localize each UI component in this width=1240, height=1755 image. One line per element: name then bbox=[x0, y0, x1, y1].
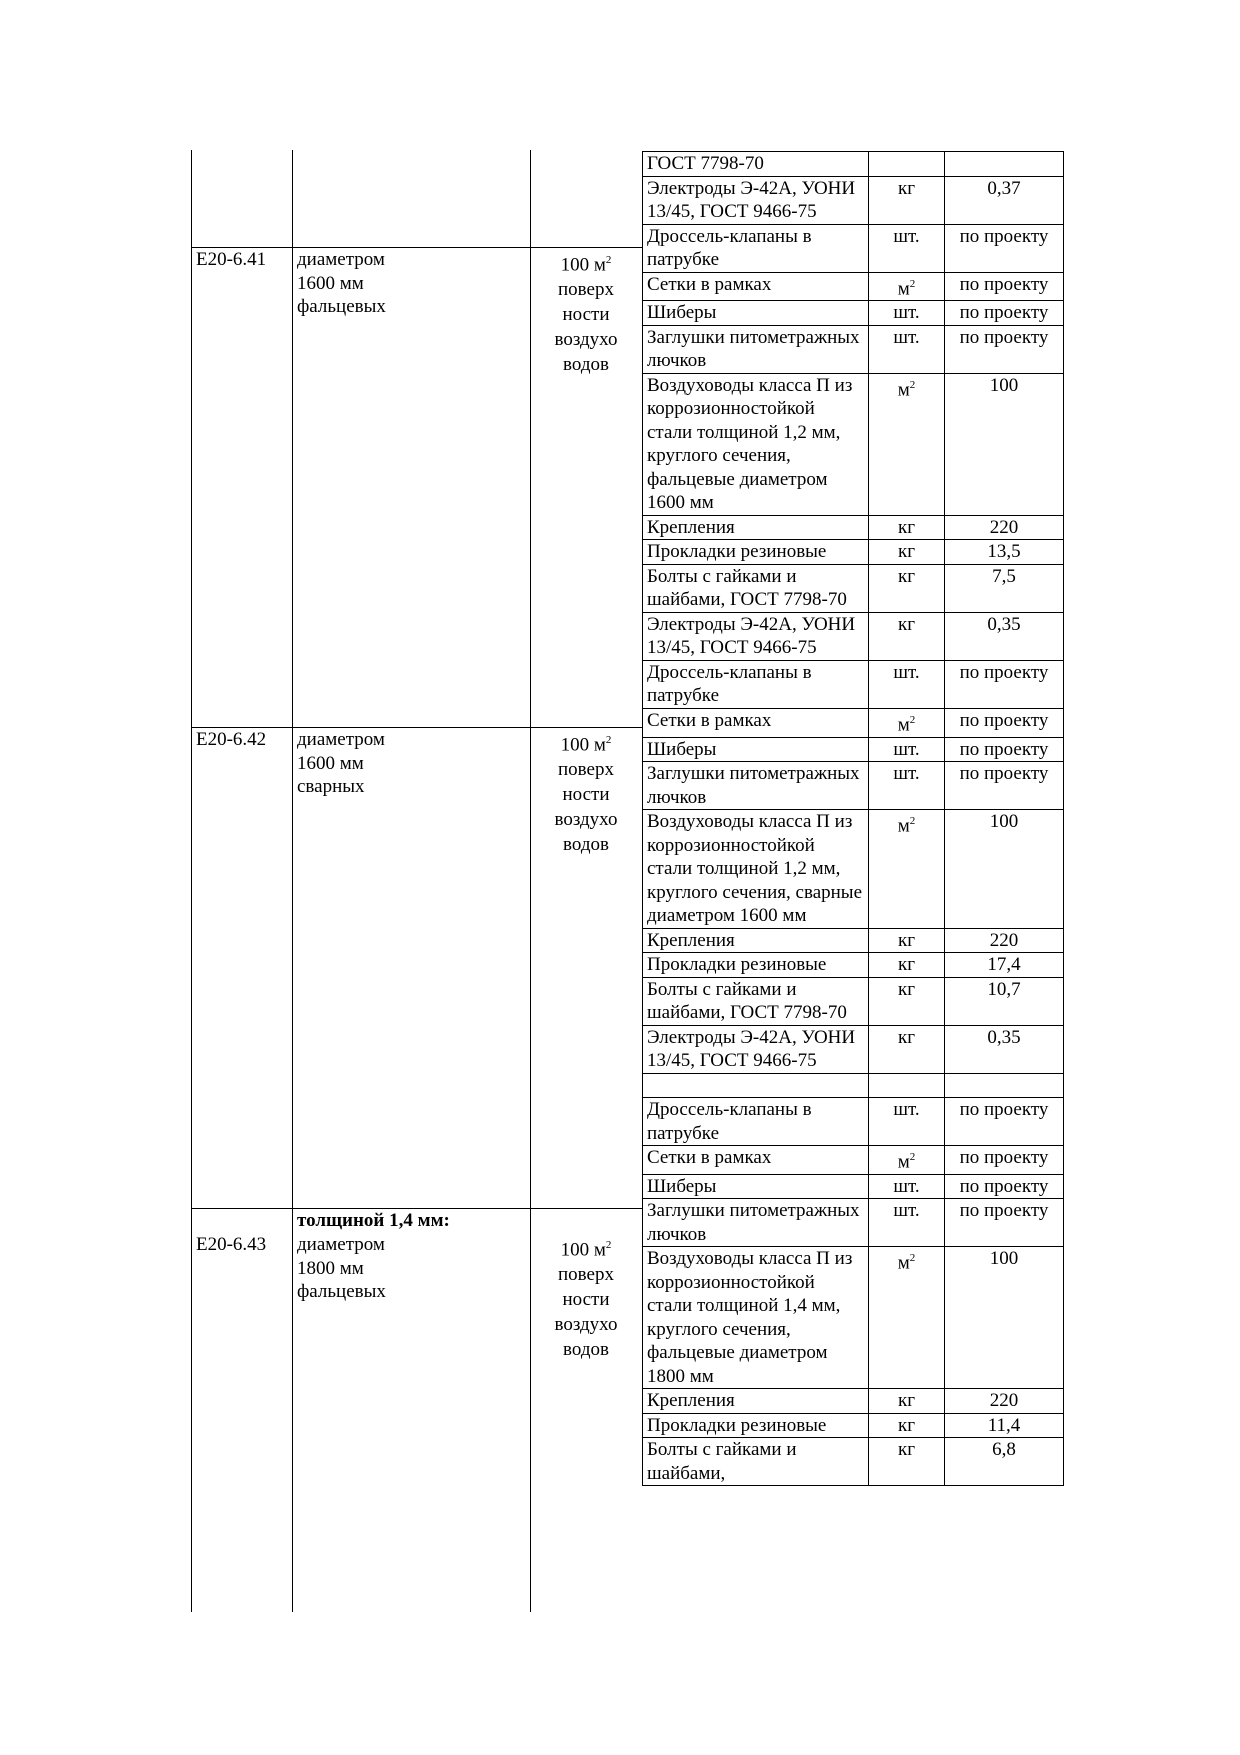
resource-unit: кг bbox=[869, 1413, 945, 1438]
resource-quantity: 220 bbox=[945, 515, 1064, 540]
norm-description bbox=[297, 248, 386, 319]
resource-unit: $м^2$ bbox=[869, 1247, 945, 1389]
resource-quantity: 10,7 bbox=[945, 977, 1064, 1025]
resource-unit: кг bbox=[869, 612, 945, 660]
resource-row bbox=[643, 564, 1064, 612]
resource-unit: шт. bbox=[869, 224, 945, 272]
resource-unit: $м^2$ bbox=[869, 373, 945, 515]
resource-name: Воздуховоды класса П из коррозионностойкой стали толщиной 1,2 мм, круглого сечения, фальцевые диаметром 1600 мм bbox=[643, 373, 869, 515]
resources-table bbox=[642, 151, 1064, 1486]
resource-name bbox=[643, 1073, 869, 1098]
resource-unit: кг bbox=[869, 977, 945, 1025]
resource-quantity: 13,5 bbox=[945, 540, 1064, 565]
norm-code: Е20-6.42 bbox=[196, 729, 267, 750]
resource-quantity: по проекту bbox=[945, 1146, 1064, 1175]
resource-name: Прокладки резиновые bbox=[643, 1413, 869, 1438]
resource-name: Дроссель-клапаны в патрубке bbox=[643, 660, 869, 708]
measure-line: водов bbox=[563, 354, 609, 376]
resource-quantity bbox=[945, 152, 1064, 177]
resource-row bbox=[643, 1389, 1064, 1414]
resource-name: Прокладки резиновые bbox=[643, 540, 869, 565]
resource-name: Дроссель-клапаны в патрубке bbox=[643, 224, 869, 272]
resource-row bbox=[643, 708, 1064, 737]
description-line: диаметром bbox=[297, 729, 385, 750]
description-line: 1600 мм bbox=[297, 272, 364, 294]
resource-quantity: по проекту bbox=[945, 325, 1064, 373]
description-line: сварных bbox=[297, 776, 365, 797]
resource-unit: $м^2$ bbox=[869, 1146, 945, 1175]
resource-name: Крепления bbox=[643, 515, 869, 540]
description-line: 1600 мм bbox=[297, 752, 364, 774]
resource-row bbox=[643, 515, 1064, 540]
resource-quantity: 100 bbox=[945, 373, 1064, 515]
column-rule-measure bbox=[530, 150, 531, 1612]
resource-unit: кг bbox=[869, 1438, 945, 1486]
resource-row bbox=[643, 737, 1064, 762]
description-line: диаметром bbox=[297, 1234, 385, 1255]
resource-quantity: по проекту bbox=[945, 660, 1064, 708]
resource-row bbox=[643, 325, 1064, 373]
resource-row bbox=[643, 224, 1064, 272]
norm-description bbox=[297, 1233, 386, 1304]
resource-name: ГОСТ 7798-70 bbox=[643, 152, 869, 177]
column-rule-code bbox=[191, 150, 192, 1612]
resource-quantity: 7,5 bbox=[945, 564, 1064, 612]
measure-unit: 100 $м^2$ поверх ности воздухо водов bbox=[532, 728, 640, 857]
measure-line: водов bbox=[563, 1339, 609, 1361]
resource-quantity: по проекту bbox=[945, 301, 1064, 326]
description-line: диаметром bbox=[297, 249, 385, 270]
norm-description bbox=[297, 728, 385, 799]
resource-unit: шт. bbox=[869, 660, 945, 708]
resource-unit: шт. bbox=[869, 1098, 945, 1146]
resource-row bbox=[643, 1146, 1064, 1175]
resource-unit: кг bbox=[869, 1025, 945, 1073]
resource-row bbox=[643, 977, 1064, 1025]
measure-line: 100 м bbox=[560, 734, 606, 756]
resource-quantity: 11,4 bbox=[945, 1413, 1064, 1438]
resource-unit: $м^2$ bbox=[869, 708, 945, 737]
resource-name: Воздуховоды класса П из коррозионностойкой стали толщиной 1,4 мм, круглого сечения, фальцевые диаметром 1800 мм bbox=[643, 1247, 869, 1389]
resource-unit: кг bbox=[869, 1389, 945, 1414]
norm-section-title bbox=[297, 1209, 450, 1233]
resource-unit: шт. bbox=[869, 1199, 945, 1247]
measure-line: 100 м bbox=[560, 1239, 606, 1261]
measure-line: ности bbox=[562, 1289, 610, 1311]
resource-row bbox=[643, 928, 1064, 953]
resource-name: Заглушки питометражных лючков bbox=[643, 1199, 869, 1247]
measure-line: воздухо bbox=[554, 1314, 618, 1336]
resource-unit: кг bbox=[869, 176, 945, 224]
resource-unit: кг bbox=[869, 540, 945, 565]
resource-quantity: по проекту bbox=[945, 272, 1064, 301]
resource-name: Электроды Э-42А, УОНИ 13/45, ГОСТ 9466-75 bbox=[643, 1025, 869, 1073]
resource-name: Прокладки резиновые bbox=[643, 953, 869, 978]
measure-line: поверх bbox=[558, 759, 614, 781]
resource-name: Сетки в рамках bbox=[643, 1146, 869, 1175]
resource-row bbox=[643, 953, 1064, 978]
resource-row bbox=[643, 1025, 1064, 1073]
resource-quantity: 6,8 bbox=[945, 1438, 1064, 1486]
resource-name: Заглушки питометражных лючков bbox=[643, 762, 869, 810]
measure-line: ности bbox=[562, 304, 610, 326]
resource-row bbox=[643, 1413, 1064, 1438]
resource-name: Шиберы bbox=[643, 737, 869, 762]
resource-quantity: по проекту bbox=[945, 224, 1064, 272]
measure-line: ности bbox=[562, 784, 610, 806]
resource-quantity: по проекту bbox=[945, 1174, 1064, 1199]
resource-name: Крепления bbox=[643, 928, 869, 953]
resource-unit: кг bbox=[869, 515, 945, 540]
measure-unit: 100 $м^2$ поверх ности воздухо водов bbox=[532, 1233, 640, 1362]
resource-name: Крепления bbox=[643, 1389, 869, 1414]
measure-line: воздухо bbox=[554, 329, 618, 351]
resource-row bbox=[643, 612, 1064, 660]
resource-unit: кг bbox=[869, 564, 945, 612]
resource-name: Шиберы bbox=[643, 301, 869, 326]
resource-name: Электроды Э-42А, УОНИ 13/45, ГОСТ 9466-75 bbox=[643, 612, 869, 660]
resource-name: Болты с гайками и шайбами, bbox=[643, 1438, 869, 1486]
resource-row bbox=[643, 762, 1064, 810]
description-line: фальцевых bbox=[297, 296, 386, 317]
resource-name: Заглушки питометражных лючков bbox=[643, 325, 869, 373]
resource-unit bbox=[869, 1073, 945, 1098]
resource-unit bbox=[869, 152, 945, 177]
resource-name: Сетки в рамках bbox=[643, 272, 869, 301]
resource-row bbox=[643, 1199, 1064, 1247]
resource-quantity: 0,35 bbox=[945, 612, 1064, 660]
resource-row bbox=[643, 373, 1064, 515]
resource-quantity: 17,4 bbox=[945, 953, 1064, 978]
measure-line: 100 м bbox=[560, 254, 606, 276]
resource-name: Сетки в рамках bbox=[643, 708, 869, 737]
resource-row bbox=[643, 1174, 1064, 1199]
resource-unit: шт. bbox=[869, 762, 945, 810]
resource-unit: шт. bbox=[869, 1174, 945, 1199]
resource-quantity: по проекту bbox=[945, 708, 1064, 737]
measure-line: поверх bbox=[558, 279, 614, 301]
resource-quantity: по проекту bbox=[945, 737, 1064, 762]
resource-unit: $м^2$ bbox=[869, 272, 945, 301]
resource-row bbox=[643, 1098, 1064, 1146]
resource-name: Воздуховоды класса П из коррозионностойкой стали толщиной 1,2 мм, круглого сечения, сварные диаметром 1600 мм bbox=[643, 810, 869, 929]
resource-row bbox=[643, 660, 1064, 708]
resource-row bbox=[643, 1247, 1064, 1389]
resource-name: Электроды Э-42А, УОНИ 13/45, ГОСТ 9466-75 bbox=[643, 176, 869, 224]
resource-quantity: по проекту bbox=[945, 1199, 1064, 1247]
norm-code: Е20-6.41 bbox=[196, 249, 267, 270]
resource-quantity: 100 bbox=[945, 810, 1064, 929]
resource-name: Шиберы bbox=[643, 1174, 869, 1199]
measure-unit: 100 $м^2$ поверх ности воздухо водов bbox=[532, 248, 640, 377]
description-line: фальцевых bbox=[297, 1281, 386, 1302]
resource-quantity: 0,37 bbox=[945, 176, 1064, 224]
resource-row bbox=[643, 540, 1064, 565]
resource-unit: шт. bbox=[869, 325, 945, 373]
resource-row bbox=[643, 1438, 1064, 1486]
resource-name: Болты с гайками и шайбами, ГОСТ 7798-70 bbox=[643, 977, 869, 1025]
resource-unit: кг bbox=[869, 928, 945, 953]
section-title: толщиной 1,4 мм: bbox=[297, 1210, 450, 1231]
resource-quantity: 220 bbox=[945, 928, 1064, 953]
resource-name: Болты с гайками и шайбами, ГОСТ 7798-70 bbox=[643, 564, 869, 612]
resource-unit: $м^2$ bbox=[869, 810, 945, 929]
resource-unit: шт. bbox=[869, 301, 945, 326]
resource-quantity: по проекту bbox=[945, 1098, 1064, 1146]
resource-quantity bbox=[945, 1073, 1064, 1098]
measure-line: водов bbox=[563, 834, 609, 856]
resource-row bbox=[643, 810, 1064, 929]
description-line: 1800 мм bbox=[297, 1257, 364, 1279]
measure-line: воздухо bbox=[554, 809, 618, 831]
resource-row bbox=[643, 152, 1064, 177]
column-rule-description bbox=[292, 150, 293, 1612]
norm-code: Е20-6.43 bbox=[196, 1234, 267, 1255]
resource-quantity: 0,35 bbox=[945, 1025, 1064, 1073]
resource-row bbox=[643, 272, 1064, 301]
resource-unit: шт. bbox=[869, 737, 945, 762]
resource-row bbox=[643, 1073, 1064, 1098]
measure-line: поверх bbox=[558, 1264, 614, 1286]
resource-row bbox=[643, 176, 1064, 224]
resource-quantity: 220 bbox=[945, 1389, 1064, 1414]
resource-quantity: по проекту bbox=[945, 762, 1064, 810]
resource-unit: кг bbox=[869, 953, 945, 978]
resource-name: Дроссель-клапаны в патрубке bbox=[643, 1098, 869, 1146]
resource-quantity: 100 bbox=[945, 1247, 1064, 1389]
resource-row bbox=[643, 301, 1064, 326]
